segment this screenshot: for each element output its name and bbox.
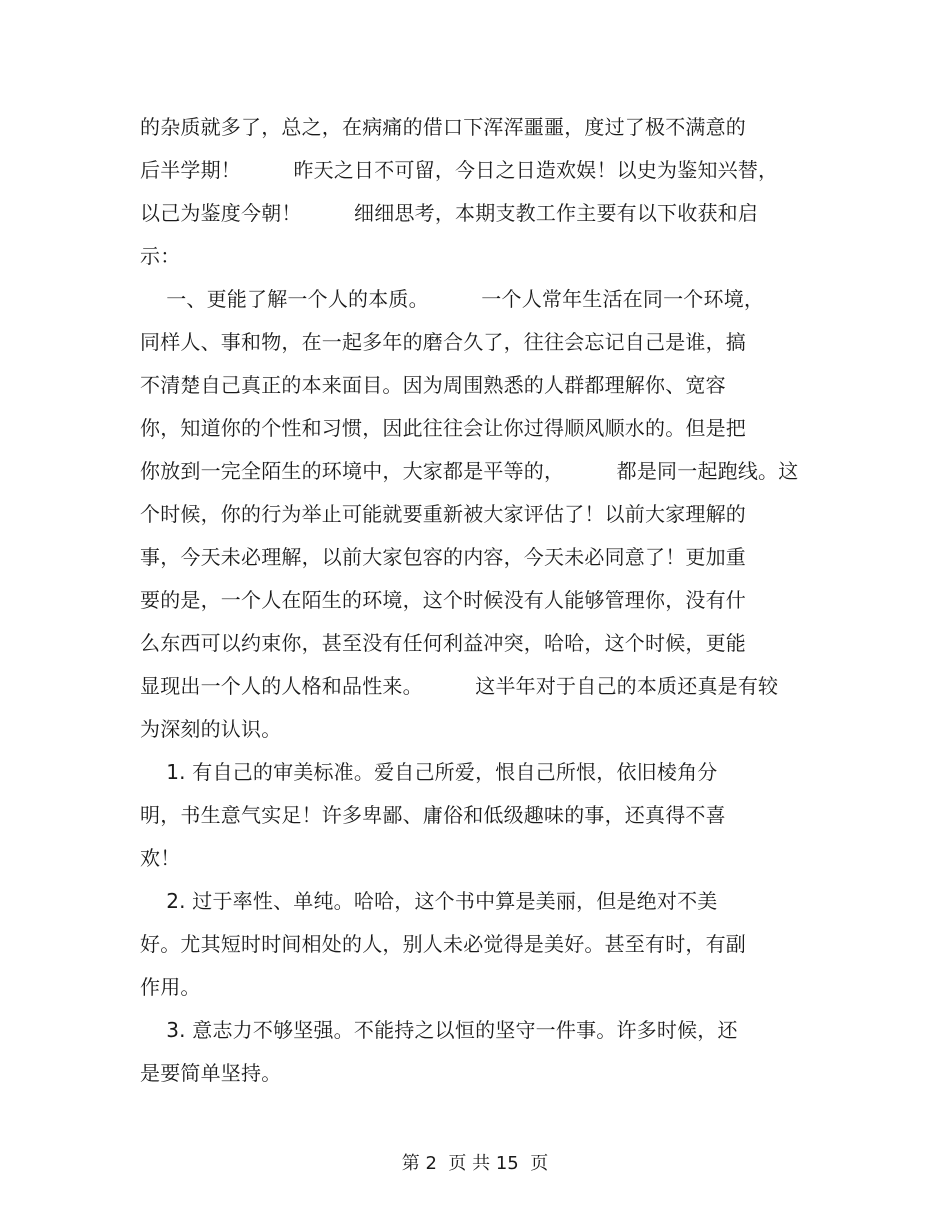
text-line: 么东西可以约束你，甚至没有任何利益冲突，哈哈，这个时候，更能 [140,631,746,655]
text-line: 为深刻的认识。 [140,717,282,741]
text-line: 欢！ [140,846,181,870]
list-item-line: 2. 过于率性、单纯。哈哈，这个书中算是美丽，但是绝对不美 [140,889,718,913]
text-line: 明，书生意气实足！许多卑鄙、庸俗和低级趣味的事，还真得不喜 [140,803,726,827]
text-line: 要的是，一个人在陌生的环境，这个时候没有人能够管理你，没有什 [140,588,746,612]
text-line: 后半学期！ 昨天之日不可留，今日之日造欢娱！以史为鉴知兴替， [140,158,779,182]
text-line: 示： [140,244,181,268]
text-line: 不清楚自己真正的本来面目。因为周围熟悉的人群都理解你、宽容 [140,373,726,397]
text-line: 以己为鉴度今朝！ 细细思考，本期支教工作主要有以下收获和启 [140,201,759,225]
text-line: 显现出一个人的人格和品性来。 这半年对于自己的本质还真是有较 [140,674,779,698]
text-line: 的杂质就多了，总之，在病痛的借口下浑浑噩噩，度过了极不满意的 [140,115,746,139]
section-heading-line: 一、更能了解一个人的本质。 一个人常年生活在同一个环境， [140,287,765,311]
page-number-footer: 第 2 页 共 15 页 [401,1153,549,1174]
list-item-line: 1. 有自己的审美标准。爱自己所爱，恨自己所恨，依旧棱角分 [140,760,718,784]
text-line: 你，知道你的个性和习惯，因此往往会让你过得顺风顺水的。但是把 [140,416,746,440]
text-line: 个时候，你的行为举止可能就要重新被大家评估了！以前大家理解的 [140,502,746,526]
text-line: 你放到一完全陌生的环境中，大家都是平等的， 都是同一起跑线。这 [140,459,799,483]
text-line: 作用。 [140,975,201,999]
text-line: 同样人、事和物，在一起多年的磨合久了，往往会忘记自己是谁，搞 [140,330,746,354]
text-line: 事，今天未必理解，以前大家包容的内容，今天未必同意了！更加重 [140,545,746,569]
text-line: 好。尤其短时时间相处的人，别人未必觉得是美好。甚至有时，有副 [140,932,746,956]
list-item-line: 3. 意志力不够坚强。不能持之以恒的坚守一件事。许多时候，还 [140,1018,738,1042]
text-line: 是要简单坚持。 [140,1061,282,1085]
